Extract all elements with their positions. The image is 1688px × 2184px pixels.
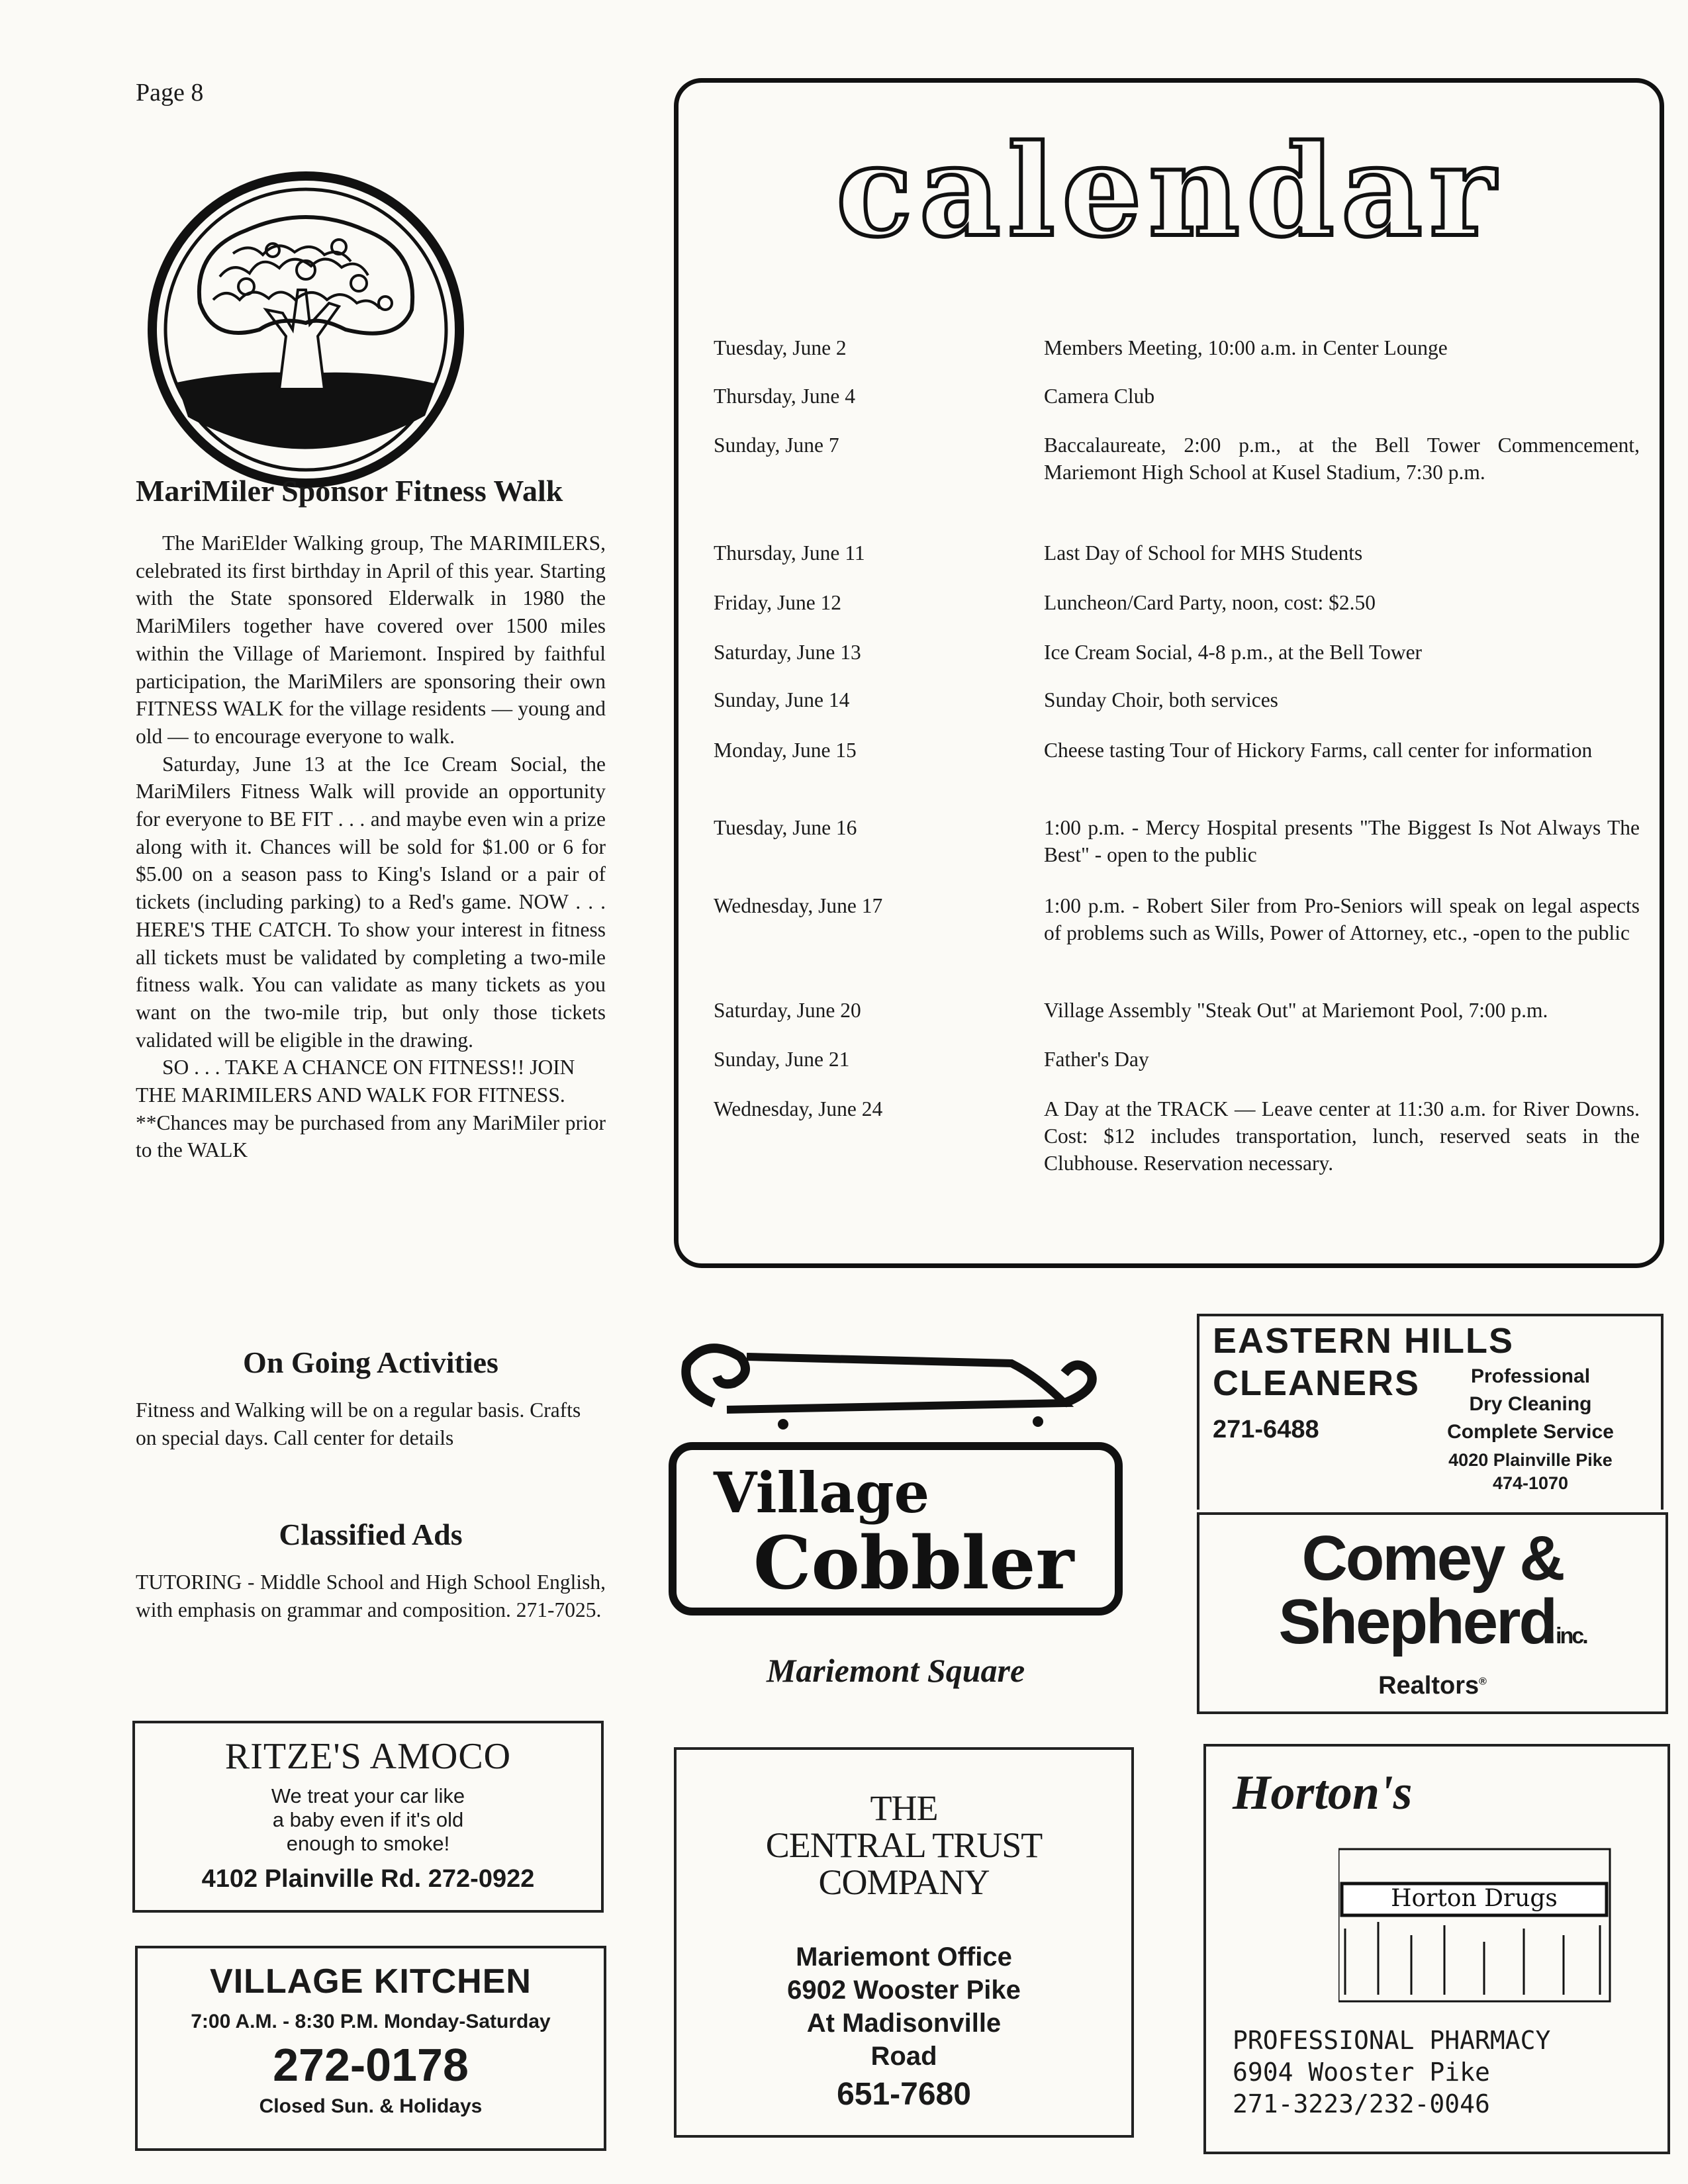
ehc-tag-2: Dry Cleaning [1469,1393,1592,1415]
calendar-event: Cheese tasting Tour of Hickory Farms, call center for information [1044,739,1593,762]
marimiler-tree-logo [147,171,465,488]
ehc-name-1: EASTERN HILLS [1213,1321,1515,1361]
calendar-date: Thursday, June 11 [714,541,865,565]
horton-storefront [1338,1843,1617,2008]
calendar-event: 1:00 p.m. - Robert Siler from Pro-Seniors will speak on legal aspects of problems such as Wills, Power of Attorney, etc., -open to the public [1044,894,1640,944]
ritze-slogan-2: a baby even if it's old [272,1808,464,1831]
calendar-date: Wednesday, June 24 [714,1097,883,1120]
walk-paragraph-3: SO . . . TAKE A CHANCE ON FITNESS!! JOIN THE MARIMILERS AND WALK FOR FITNESS. [136,1056,575,1107]
horton-line-3: 271-3223/232-0046 [1233,2089,1490,2118]
calendar-event: Members Meeting, 10:00 a.m. in Center Lounge [1044,336,1448,359]
calendar-event: Camera Club [1044,385,1155,408]
svg-text:calendar: calendar [835,129,1503,261]
horton-line-1: PROFESSIONAL PHARMACY [1233,2026,1551,2055]
calendar-date: Friday, June 12 [714,591,842,614]
village-cobbler-ad [667,1324,1124,1707]
registered-mark: ® [1479,1676,1487,1688]
calendar-date: Tuesday, June 16 [714,816,857,839]
svg-text:Cobbler: Cobbler [753,1520,1074,1606]
ritze-name: RITZE'S AMOCO [224,1736,512,1777]
classified-text: TUTORING - Middle School and High School English, with emphasis on grammar and composition. 271-7025. [136,1570,606,1621]
calendar-event: Father's Day [1044,1048,1149,1071]
horton-name: Horton's [1233,1766,1413,1820]
calendar-event: A Day at the TRACK — Leave center at 11:30 a.m. for River Downs. Cost: $12 includes transportation, lunch, reserved seats in the Clubhouse. Reservation necessary. [1044,1097,1640,1175]
calendar-event: Ice Cream Social, 4-8 p.m., at the Bell Tower [1044,641,1423,664]
ehc-tag-1: Professional [1470,1365,1591,1387]
fitness-walk-heading: MariMiler Sponsor Fitness Walk [136,474,563,508]
calendar-date: Sunday, June 21 [714,1048,850,1071]
svg-text:Horton Drugs: Horton Drugs [1391,1885,1558,1912]
calendar-date: Sunday, June 7 [714,433,839,457]
calendar-date: Sunday, June 14 [714,688,850,711]
ritze-slogan-3: enough to smoke! [286,1832,450,1855]
trust-road: Road [870,2042,937,2071]
ritze-slogan-1: We treat your car like [271,1784,465,1807]
village-kitchen-closed: Closed Sun. & Holidays [259,2095,483,2117]
ritze-address: 4102 Plainville Rd. 272-0922 [201,1865,535,1893]
ritze-amoco-ad [132,1721,604,1913]
eastern-hills-cleaners-ad [1197,1314,1664,1510]
walk-paragraph-4: **Chances may be purchased from any MariMiler prior to the WALK [136,1111,606,1162]
walk-paragraph-2: Saturday, June 13 at the Ice Cream Social, the MariMilers Fitness Walk will provide an opportunity for everyone to BE FIT . . . and maybe even win a prize along with it. Chances will be sold for $1.00 or 6 for $5.00 on a season pass to King's Island or a pair of tickets (including parking) to a Red's game. NOW . . . HERE'S THE CATCH. To show your interest in fitness all tickets must be validated by completing a two-mile fitness walk. You can validate as many tickets as you want on the two-mile trip, but only those tickets validated will be eligible in the drawing. [136,752,606,1052]
ongoing-text: Fitness and Walking will be on a regular basis. Crafts on special days. Call center for details [136,1398,581,1449]
hortons-ad [1203,1744,1670,2154]
calendar-event: 1:00 p.m. - Mercy Hospital presents "The Biggest Is Not Always The Best" - open to the public [1044,816,1640,866]
trust-at: At Madisonville [806,2009,1002,2038]
village-kitchen-name: VILLAGE KITCHEN [210,1962,532,2001]
central-trust-ad [674,1747,1134,2138]
comey-line-1: Comey & [1301,1523,1564,1594]
walk-paragraph-1: The MariElder Walking group, The MARIMILERS, celebrated its first birthday in April of this year. Starting with the State sponsored Elderwalk in 1980 the MariMilers together have covered over 1500 miles within the Village of Mariemont. Inspired by faithful participation, the MariMilers are sponsoring their own FITNESS WALK for the village residents — young and old — to encourage everyone to walk. [136,531,606,748]
ehc-address: 4020 Plainville Pike [1448,1450,1613,1470]
cobbler-location: Mariemont Square [766,1652,1025,1689]
trust-street: 6902 Wooster Pike [787,1976,1021,2005]
calendar-date: Thursday, June 4 [714,385,856,408]
trust-phone: 651-7680 [837,2077,971,2112]
ehc-phone-2: 474-1070 [1492,1473,1569,1493]
calendar-event: Luncheon/Card Party, noon, cost: $2.50 [1044,591,1376,614]
trust-line-2: CENTRAL TRUST [765,1825,1043,1865]
calendar-event: Sunday Choir, both services [1044,688,1278,711]
fitness-walk-article [136,529,606,1164]
comey-realtors: Realtors [1378,1672,1479,1700]
calendar-date: Saturday, June 20 [714,999,861,1022]
village-kitchen-ad [135,1946,606,2151]
calendar-event: Village Assembly "Steak Out" at Mariemont Pool, 7:00 p.m. [1044,999,1548,1022]
village-kitchen-hours: 7:00 A.M. - 8:30 P.M. Monday-Saturday [191,2011,551,2032]
calendar-date: Monday, June 15 [714,739,857,762]
ehc-phone: 271-6488 [1213,1416,1319,1443]
trust-line-1: THE [870,1788,938,1828]
comey-inc: inc. [1556,1623,1587,1649]
calendar-date: Saturday, June 13 [714,641,861,664]
svg-text:Village: Village [714,1460,930,1525]
trust-line-3: COMPANY [818,1862,990,1902]
trust-office: Mariemont Office [796,1942,1012,1972]
calendar-event: Baccalaureate, 2:00 p.m., at the Bell Tower Commencement, Mariemont High School at Kusel Stadium, 7:30 p.m. [1044,433,1640,484]
horton-line-2: 6904 Wooster Pike [1233,2058,1490,2087]
cobbler-sign [667,1324,1124,1628]
comey-shepherd-ad [1197,1512,1668,1714]
ehc-tag-3: Complete Service [1447,1421,1614,1443]
calendar-date: Tuesday, June 2 [714,336,847,359]
ehc-name-2: CLEANERS [1213,1363,1421,1403]
calendar-date: Wednesday, June 17 [714,894,883,917]
comey-line-2: Shepherd [1278,1586,1556,1657]
calendar-event: Last Day of School for MHS Students [1044,541,1363,565]
classified-heading: Classified Ads [279,1518,463,1551]
page-number: Page 8 [136,79,204,107]
village-kitchen-phone: 272-0178 [273,2039,469,2091]
calendar-title [674,129,1664,261]
ongoing-heading: On Going Activities [243,1345,498,1379]
